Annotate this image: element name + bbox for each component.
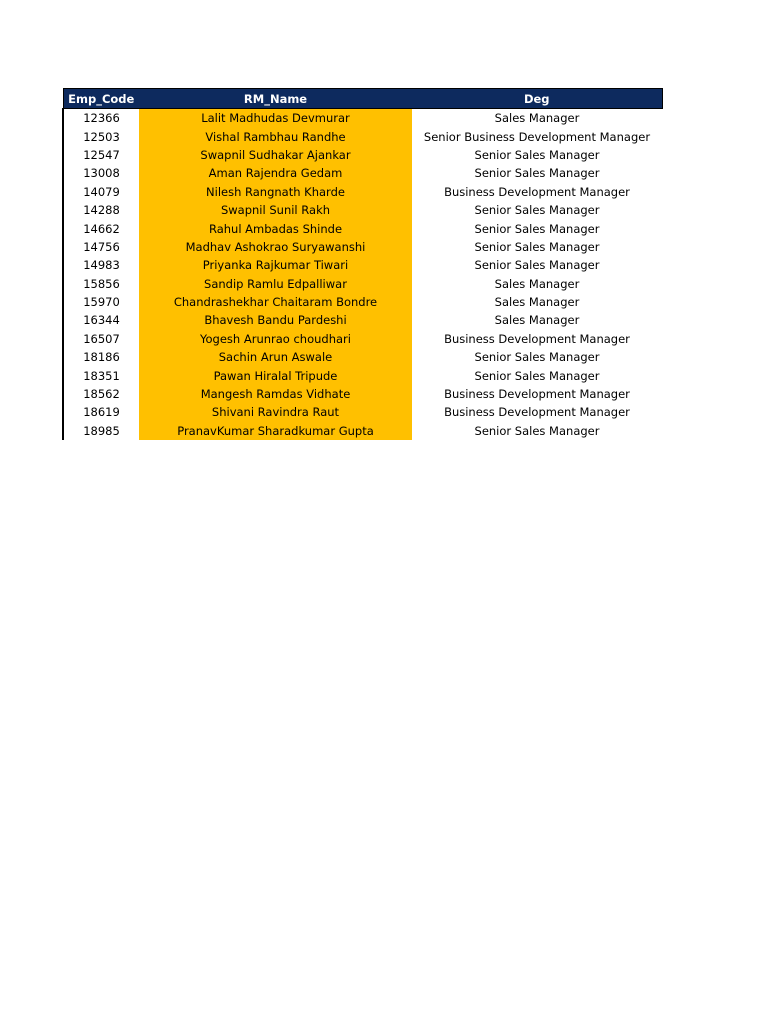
cell-emp-code: 14983 bbox=[63, 256, 139, 274]
employee-table bbox=[62, 88, 663, 440]
cell-emp-code: 18562 bbox=[63, 385, 139, 403]
table-row bbox=[63, 256, 662, 274]
cell-emp-code: 12503 bbox=[63, 127, 139, 145]
cell-rm-name: Nilesh Rangnath Kharde bbox=[139, 183, 412, 201]
cell-deg: Senior Sales Manager bbox=[412, 348, 662, 366]
cell-emp-code: 18186 bbox=[63, 348, 139, 366]
cell-emp-code: 14288 bbox=[63, 201, 139, 219]
table-row bbox=[63, 366, 662, 384]
cell-deg: Sales Manager bbox=[412, 311, 662, 329]
cell-deg: Sales Manager bbox=[412, 293, 662, 311]
table-row bbox=[63, 201, 662, 219]
table-row bbox=[63, 219, 662, 237]
cell-deg: Business Development Manager bbox=[412, 330, 662, 348]
cell-rm-name: Rahul Ambadas Shinde bbox=[139, 219, 412, 237]
cell-rm-name: Swapnil Sunil Rakh bbox=[139, 201, 412, 219]
cell-deg: Senior Sales Manager bbox=[412, 219, 662, 237]
table-row bbox=[63, 385, 662, 403]
cell-emp-code: 14756 bbox=[63, 238, 139, 256]
cell-emp-code: 12547 bbox=[63, 146, 139, 164]
cell-emp-code: 13008 bbox=[63, 164, 139, 182]
cell-rm-name: Shivani Ravindra Raut bbox=[139, 403, 412, 421]
table-row bbox=[63, 330, 662, 348]
cell-emp-code: 14662 bbox=[63, 219, 139, 237]
cell-emp-code: 15856 bbox=[63, 275, 139, 293]
table-row bbox=[63, 293, 662, 311]
cell-emp-code: 18985 bbox=[63, 422, 139, 440]
cell-emp-code: 14079 bbox=[63, 183, 139, 201]
cell-deg: Senior Sales Manager bbox=[412, 366, 662, 384]
cell-emp-code: 16507 bbox=[63, 330, 139, 348]
table-row bbox=[63, 164, 662, 182]
cell-deg: Business Development Manager bbox=[412, 403, 662, 421]
cell-rm-name: Lalit Madhudas Devmurar bbox=[139, 109, 412, 128]
cell-deg: Business Development Manager bbox=[412, 183, 662, 201]
table-row bbox=[63, 146, 662, 164]
table-row bbox=[63, 109, 662, 128]
cell-rm-name: PranavKumar Sharadkumar Gupta bbox=[139, 422, 412, 440]
cell-deg: Senior Sales Manager bbox=[412, 422, 662, 440]
cell-rm-name: Madhav Ashokrao Suryawanshi bbox=[139, 238, 412, 256]
header-emp-code: Emp_Code bbox=[63, 89, 139, 109]
cell-rm-name: Swapnil Sudhakar Ajankar bbox=[139, 146, 412, 164]
cell-deg: Sales Manager bbox=[412, 109, 662, 128]
cell-deg: Senior Sales Manager bbox=[412, 146, 662, 164]
cell-deg: Senior Business Development Manager bbox=[412, 127, 662, 145]
header-rm-name: RM_Name bbox=[139, 89, 412, 109]
table-row bbox=[63, 403, 662, 421]
cell-emp-code: 18351 bbox=[63, 366, 139, 384]
table-row bbox=[63, 127, 662, 145]
table-header bbox=[63, 89, 662, 109]
employee-sheet bbox=[62, 88, 661, 440]
header-row bbox=[63, 89, 662, 109]
cell-deg: Sales Manager bbox=[412, 275, 662, 293]
cell-emp-code: 16344 bbox=[63, 311, 139, 329]
table-body bbox=[63, 109, 662, 441]
cell-rm-name: Bhavesh Bandu Pardeshi bbox=[139, 311, 412, 329]
cell-rm-name: Sandip Ramlu Edpalliwar bbox=[139, 275, 412, 293]
header-deg: Deg bbox=[412, 89, 662, 109]
table-row bbox=[63, 311, 662, 329]
cell-emp-code: 18619 bbox=[63, 403, 139, 421]
cell-rm-name: Vishal Rambhau Randhe bbox=[139, 127, 412, 145]
table-row bbox=[63, 183, 662, 201]
cell-rm-name: Priyanka Rajkumar Tiwari bbox=[139, 256, 412, 274]
cell-deg: Senior Sales Manager bbox=[412, 256, 662, 274]
cell-emp-code: 15970 bbox=[63, 293, 139, 311]
cell-deg: Senior Sales Manager bbox=[412, 201, 662, 219]
cell-emp-code: 12366 bbox=[63, 109, 139, 128]
cell-rm-name: Sachin Arun Aswale bbox=[139, 348, 412, 366]
table-row bbox=[63, 348, 662, 366]
cell-rm-name: Aman Rajendra Gedam bbox=[139, 164, 412, 182]
table-row bbox=[63, 238, 662, 256]
cell-rm-name: Pawan Hiralal Tripude bbox=[139, 366, 412, 384]
cell-deg: Senior Sales Manager bbox=[412, 164, 662, 182]
cell-deg: Business Development Manager bbox=[412, 385, 662, 403]
cell-rm-name: Chandrashekhar Chaitaram Bondre bbox=[139, 293, 412, 311]
cell-rm-name: Yogesh Arunrao choudhari bbox=[139, 330, 412, 348]
table-row bbox=[63, 422, 662, 440]
cell-rm-name: Mangesh Ramdas Vidhate bbox=[139, 385, 412, 403]
cell-deg: Senior Sales Manager bbox=[412, 238, 662, 256]
table-row bbox=[63, 275, 662, 293]
